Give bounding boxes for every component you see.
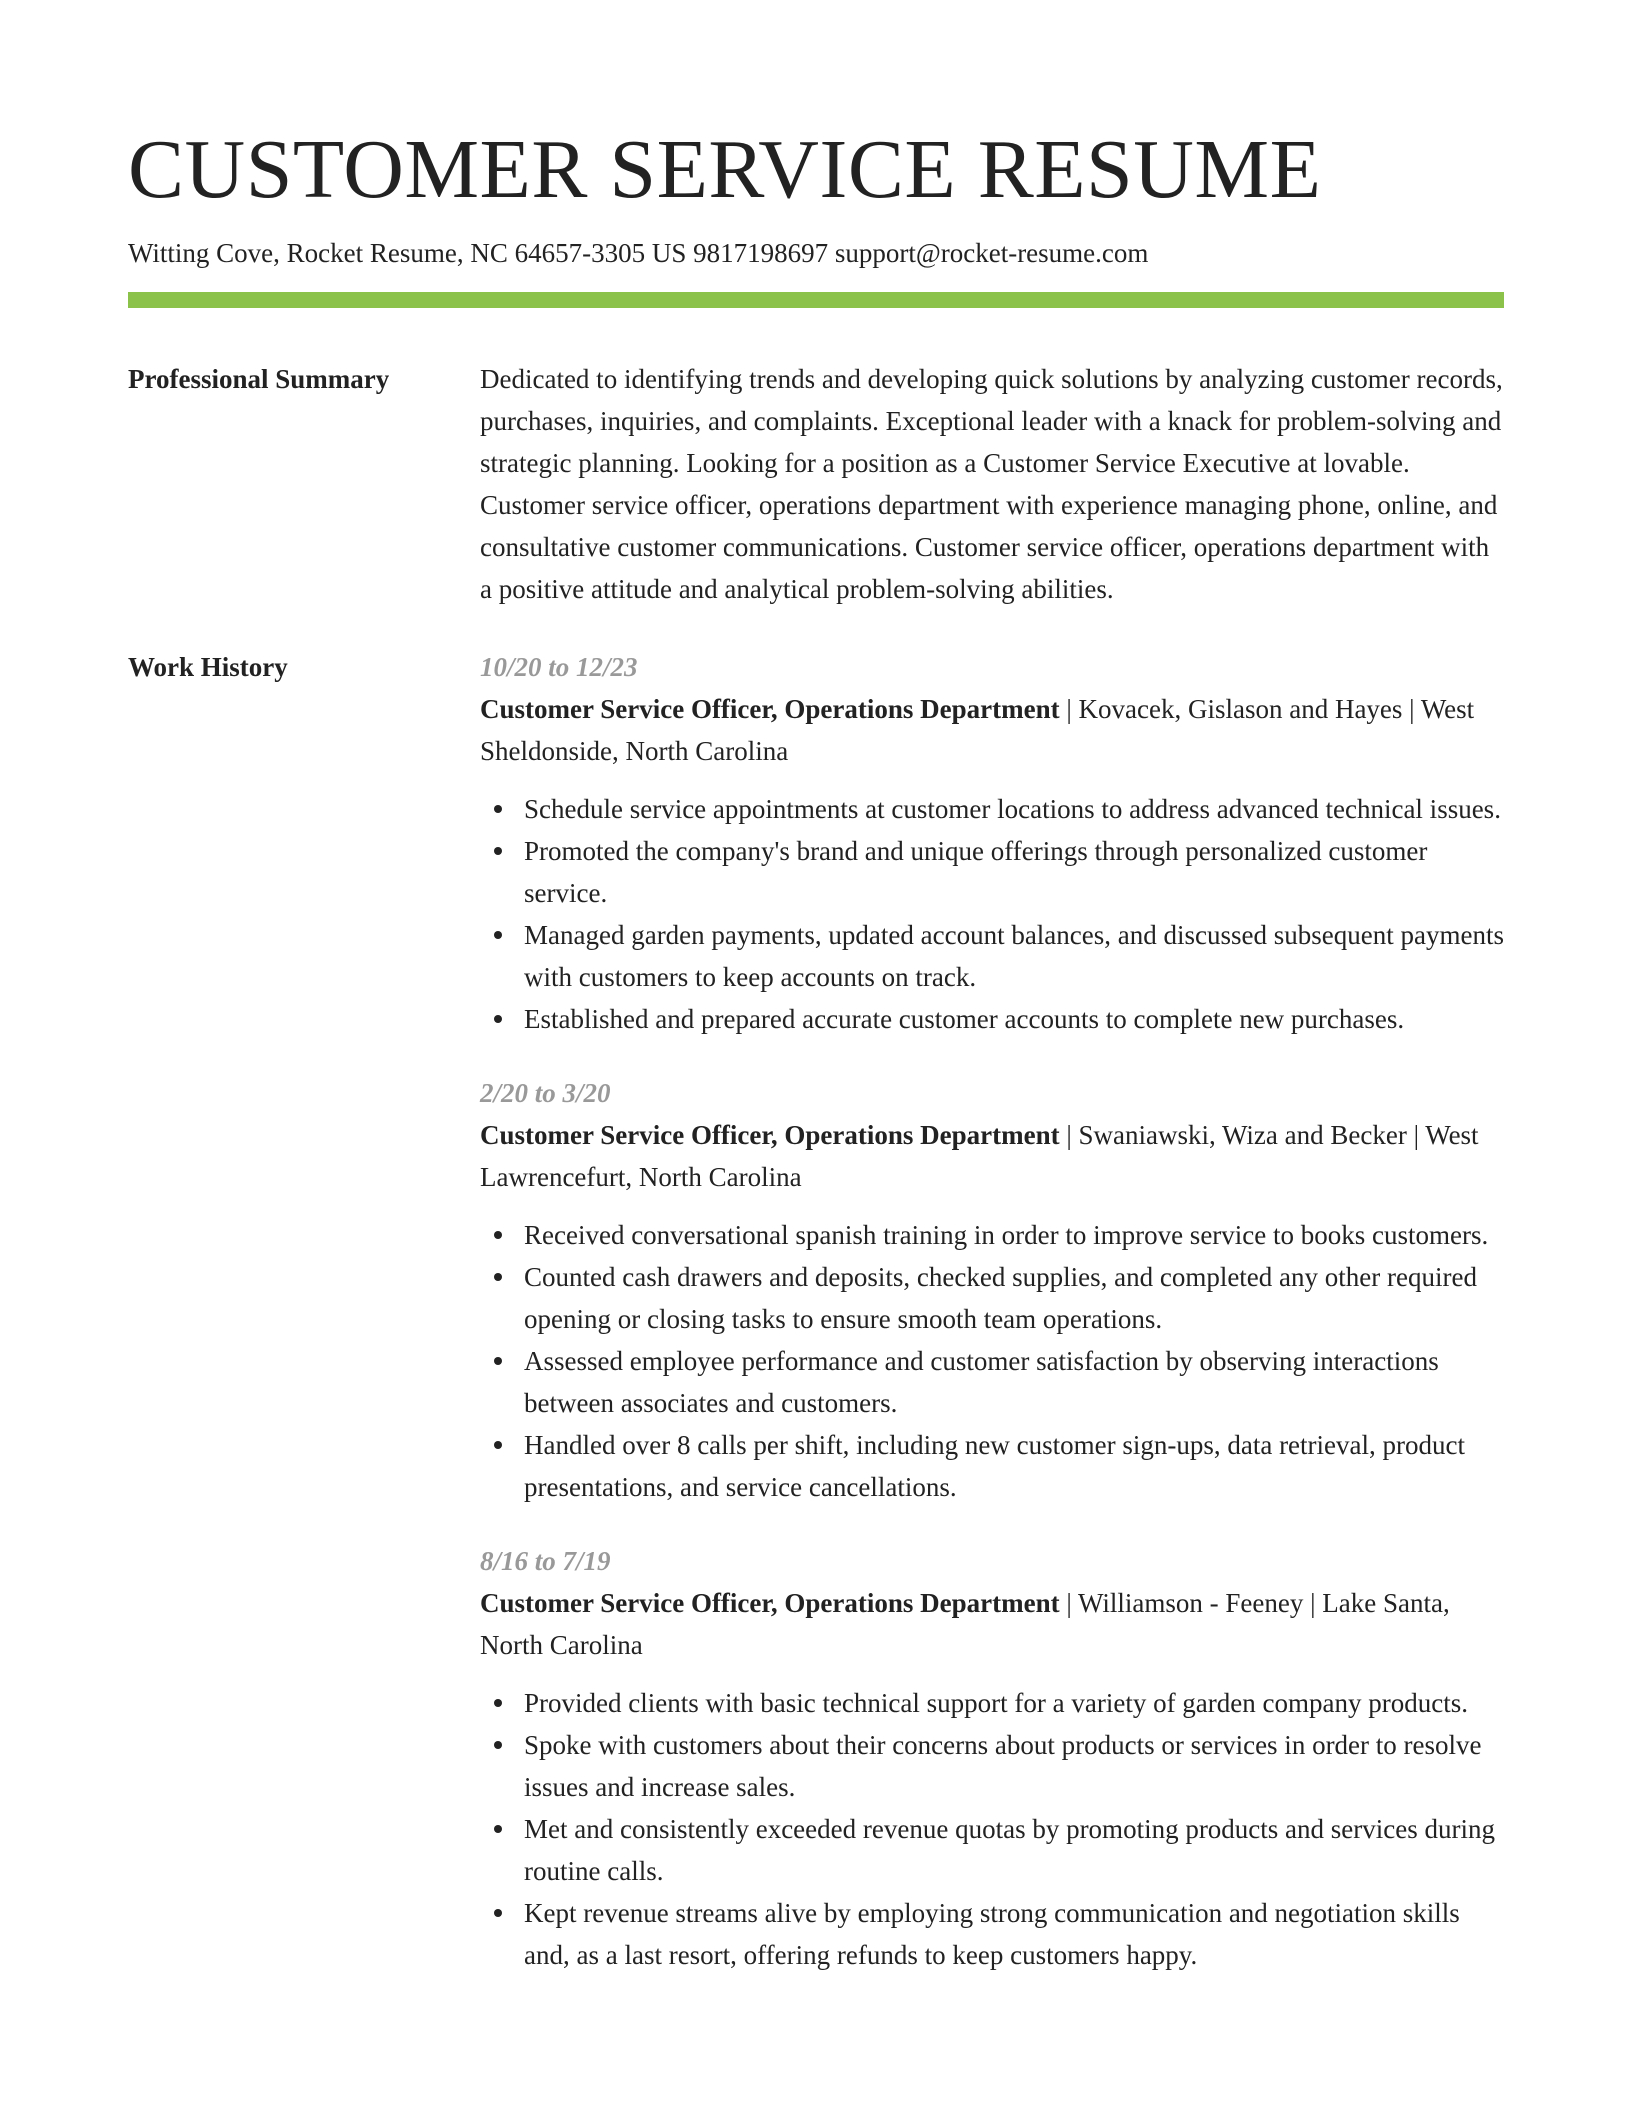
bullet-dot-icon bbox=[494, 1825, 502, 1833]
bullet-dot-icon bbox=[494, 931, 502, 939]
job-bullet-text: Provided clients with basic technical support for a variety of garden company products. bbox=[524, 1688, 1468, 1718]
job-bullet-text: Received conversational spanish training in order to improve service to books customers. bbox=[524, 1220, 1489, 1250]
bullet-dot-icon bbox=[494, 1273, 502, 1281]
job-bullet bbox=[480, 1892, 1504, 1976]
header-divider bbox=[128, 292, 1504, 308]
job-title: Customer Service Officer, Operations Department bbox=[480, 1120, 1060, 1150]
job-bullet-text: Promoted the company's brand and unique offerings through personalized customer service. bbox=[524, 836, 1428, 908]
job-title: Customer Service Officer, Operations Department bbox=[480, 1588, 1060, 1618]
job-bullet bbox=[480, 1424, 1504, 1508]
job-employer-location: | Swaniawski, Wiza and Becker | West Lawrencefurt, North Carolina bbox=[480, 1120, 1479, 1192]
section-label-work-history: Work History bbox=[128, 652, 288, 682]
job-bullets bbox=[480, 1682, 1504, 1976]
job-bullet bbox=[480, 1256, 1504, 1340]
job-bullet bbox=[480, 998, 1504, 1040]
bullet-dot-icon bbox=[494, 1357, 502, 1365]
job-entry bbox=[480, 1540, 1504, 1976]
job-bullet bbox=[480, 788, 1504, 830]
professional-summary-section bbox=[128, 358, 1504, 610]
resume-title: CUSTOMER SERVICE RESUME bbox=[128, 123, 1322, 216]
job-bullet-text: Managed garden payments, updated account balances, and discussed subsequent payments with customers to keep accounts on track. bbox=[524, 920, 1504, 992]
job-dates: 10/20 to 12/23 bbox=[480, 652, 638, 682]
bullet-dot-icon bbox=[494, 1231, 502, 1239]
bullet-dot-icon bbox=[494, 1741, 502, 1749]
job-bullet-text: Met and consistently exceeded revenue quotas by promoting products and services during routine calls. bbox=[524, 1814, 1495, 1886]
job-heading bbox=[480, 1582, 1504, 1666]
bullet-dot-icon bbox=[494, 1909, 502, 1917]
summary-text: Dedicated to identifying trends and developing quick solutions by analyzing customer records, purchases, inquiries, and complaints. Exceptional leader with a knack for problem-solving and strategic planning. Looking for a position as a Customer Service Executive at lovable. Customer service officer, operations department with experience managing phone, online, and consultative customer communications. Customer service officer, operations department with a positive attitude and analytical problem-solving abilities. bbox=[480, 364, 1503, 604]
job-bullet-text: Kept revenue streams alive by employing strong communication and negotiation skills and, as a last resort, offering refunds to keep customers happy. bbox=[524, 1898, 1460, 1970]
job-heading bbox=[480, 1114, 1504, 1198]
section-label-summary: Professional Summary bbox=[128, 364, 390, 394]
job-title: Customer Service Officer, Operations Department bbox=[480, 694, 1060, 724]
bullet-dot-icon bbox=[494, 1441, 502, 1449]
work-history-list bbox=[480, 646, 1504, 2008]
job-bullet-text: Spoke with customers about their concerns about products or services in order to resolve issues and increase sales. bbox=[524, 1730, 1482, 1802]
job-bullet-text: Counted cash drawers and deposits, checked supplies, and completed any other required opening or closing tasks to ensure smooth team operations. bbox=[524, 1262, 1477, 1334]
job-bullets bbox=[480, 1214, 1504, 1508]
job-bullets bbox=[480, 788, 1504, 1040]
job-bullet bbox=[480, 1808, 1504, 1892]
job-employer-location: | Kovacek, Gislason and Hayes | West Sheldonside, North Carolina bbox=[480, 694, 1475, 766]
job-bullet-text: Established and prepared accurate customer accounts to complete new purchases. bbox=[524, 1004, 1405, 1034]
contact-line: Witting Cove, Rocket Resume, NC 64657-3305 US 9817198697 support@rocket-resume.com bbox=[128, 238, 1149, 268]
job-bullet-text: Assessed employee performance and customer satisfaction by observing interactions between associates and customers. bbox=[524, 1346, 1439, 1418]
work-history-section bbox=[128, 646, 1504, 2008]
job-heading bbox=[480, 688, 1504, 772]
job-bullet bbox=[480, 1214, 1504, 1256]
bullet-dot-icon bbox=[494, 805, 502, 813]
job-bullet bbox=[480, 1724, 1504, 1808]
job-bullet bbox=[480, 914, 1504, 998]
job-bullet-text: Schedule service appointments at customer locations to address advanced technical issues. bbox=[524, 794, 1501, 824]
bullet-dot-icon bbox=[494, 1015, 502, 1023]
job-entry bbox=[480, 646, 1504, 1040]
bullet-dot-icon bbox=[494, 847, 502, 855]
bullet-dot-icon bbox=[494, 1699, 502, 1707]
job-dates: 8/16 to 7/19 bbox=[480, 1546, 611, 1576]
job-bullet bbox=[480, 1682, 1504, 1724]
job-entry bbox=[480, 1072, 1504, 1508]
job-bullet bbox=[480, 830, 1504, 914]
job-bullet bbox=[480, 1340, 1504, 1424]
job-dates: 2/20 to 3/20 bbox=[480, 1078, 611, 1108]
job-bullet-text: Handled over 8 calls per shift, including new customer sign-ups, data retrieval, product presentations, and service cancellations. bbox=[524, 1430, 1465, 1502]
job-employer-location: | Williamson - Feeney | Lake Santa, North Carolina bbox=[480, 1588, 1450, 1660]
